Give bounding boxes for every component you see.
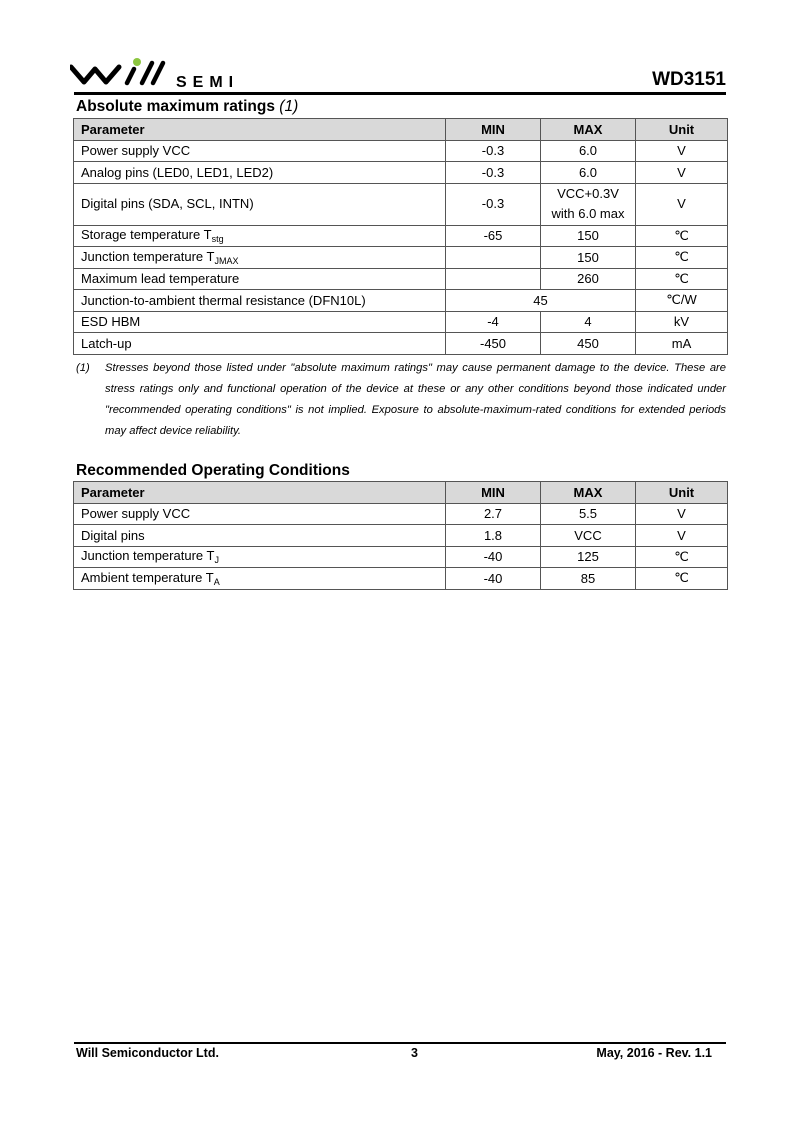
param-text: Junction temperature T — [81, 248, 215, 264]
max-cell: 85 — [541, 568, 636, 590]
footnote-label: (1) — [76, 362, 90, 374]
unit-cell: V — [636, 183, 728, 225]
will-semi-logo — [70, 57, 260, 89]
table-row — [74, 183, 728, 225]
table-row — [74, 525, 728, 547]
table-row — [74, 162, 728, 184]
col-header-min: MIN — [446, 119, 541, 141]
min-cell: -450 — [446, 333, 541, 355]
footer-rule — [74, 1042, 726, 1044]
param-text: Junction temperature T — [81, 548, 215, 564]
footnote-text: Stresses beyond those listed under "absolute maximum ratings" may cause permanent damage to the device. These are stress ratings only and functional operation of the device at these or any other conditions beyond those indicated under "recommended operating conditions" is not implied. Exposure to absolute-maximum-rated conditions for extended periods may affect device reliability. — [105, 362, 726, 437]
abs-max-title-text: Absolute maximum ratings — [76, 98, 275, 115]
param-cell: Maximum lead temperature — [74, 268, 446, 290]
unit-cell: V — [636, 525, 728, 547]
table-row — [74, 225, 728, 247]
min-cell — [446, 247, 541, 269]
col-header-parameter: Parameter — [74, 482, 446, 504]
header-rule — [74, 92, 726, 95]
col-header-min: MIN — [446, 482, 541, 504]
table-row — [74, 311, 728, 333]
table-header-row — [74, 482, 728, 504]
param-cell: Power supply VCC — [74, 503, 446, 525]
col-header-parameter: Parameter — [74, 119, 446, 141]
table-row — [74, 247, 728, 269]
unit-cell: V — [636, 162, 728, 184]
document-id: WD3151 — [652, 69, 726, 90]
page-header — [70, 55, 726, 93]
col-header-unit: Unit — [636, 119, 728, 141]
unit-cell: ℃/W — [636, 290, 728, 312]
abs-max-title-note: (1) — [279, 98, 299, 115]
col-header-max: MAX — [541, 119, 636, 141]
unit-cell: ℃ — [636, 268, 728, 290]
max-cell: 260 — [541, 268, 636, 290]
footer-page-number: 3 — [411, 1046, 418, 1060]
max-cell: 6.0 — [541, 140, 636, 162]
param-cell: Latch-up — [74, 333, 446, 355]
param-cell: Analog pins (LED0, LED1, LED2) — [74, 162, 446, 184]
max-cell: 5.5 — [541, 503, 636, 525]
unit-cell: ℃ — [636, 225, 728, 247]
max-cell: 125 — [541, 546, 636, 568]
unit-cell: ℃ — [636, 247, 728, 269]
footer-revision: May, 2016 - Rev. 1.1 — [596, 1046, 712, 1060]
min-cell: 2.7 — [446, 503, 541, 525]
max-cell: 150 — [541, 225, 636, 247]
param-cell: Digital pins (SDA, SCL, INTN) — [74, 183, 446, 225]
max-cell: 450 — [541, 333, 636, 355]
min-cell — [446, 268, 541, 290]
col-header-max: MAX — [541, 482, 636, 504]
unit-cell: mA — [636, 333, 728, 355]
param-cell: Junction-to-ambient thermal resistance (DFN10L) — [74, 290, 446, 312]
table-row — [74, 568, 728, 590]
abs-max-footnote — [76, 358, 726, 442]
table-row — [74, 333, 728, 355]
min-cell: -0.3 — [446, 162, 541, 184]
param-subscript: JMAX — [214, 255, 239, 266]
param-cell — [74, 546, 446, 568]
min-cell: -0.3 — [446, 140, 541, 162]
unit-cell: ℃ — [636, 546, 728, 568]
table-row — [74, 268, 728, 290]
min-cell: -4 — [446, 311, 541, 333]
rec-op-table — [73, 481, 728, 590]
param-cell — [74, 247, 446, 269]
table-row — [74, 503, 728, 525]
logo-brand-text: SEMI — [176, 74, 240, 89]
table-row — [74, 140, 728, 162]
max-cell: 150 — [541, 247, 636, 269]
param-cell — [74, 225, 446, 247]
unit-cell: ℃ — [636, 568, 728, 590]
unit-cell: V — [636, 140, 728, 162]
footer-company: Will Semiconductor Ltd. — [76, 1046, 219, 1060]
min-cell: 1.8 — [446, 525, 541, 547]
table-header-row — [74, 119, 728, 141]
param-subscript: stg — [211, 234, 224, 245]
max-line-2: with 6.0 max — [551, 206, 625, 221]
unit-cell: kV — [636, 311, 728, 333]
unit-cell: V — [636, 503, 728, 525]
abs-max-title — [76, 98, 298, 116]
min-cell: -65 — [446, 225, 541, 247]
typ-cell: 45 — [446, 290, 636, 312]
rec-op-title: Recommended Operating Conditions — [76, 462, 350, 479]
param-cell: ESD HBM — [74, 311, 446, 333]
max-cell: 4 — [541, 311, 636, 333]
min-cell: -0.3 — [446, 183, 541, 225]
abs-max-table — [73, 118, 728, 355]
param-cell: Digital pins — [74, 525, 446, 547]
param-text: Ambient temperature T — [81, 569, 214, 585]
max-cell — [541, 183, 636, 225]
param-subscript: J — [214, 555, 219, 566]
min-cell: -40 — [446, 546, 541, 568]
min-cell: -40 — [446, 568, 541, 590]
param-subscript: A — [213, 576, 220, 587]
table-row — [74, 546, 728, 568]
param-cell: Power supply VCC — [74, 140, 446, 162]
max-line-1: VCC+0.3V — [557, 186, 619, 201]
max-cell: VCC — [541, 525, 636, 547]
table-row — [74, 290, 728, 312]
param-cell — [74, 568, 446, 590]
max-cell: 6.0 — [541, 162, 636, 184]
param-text: Storage temperature T — [81, 227, 212, 243]
col-header-unit: Unit — [636, 482, 728, 504]
